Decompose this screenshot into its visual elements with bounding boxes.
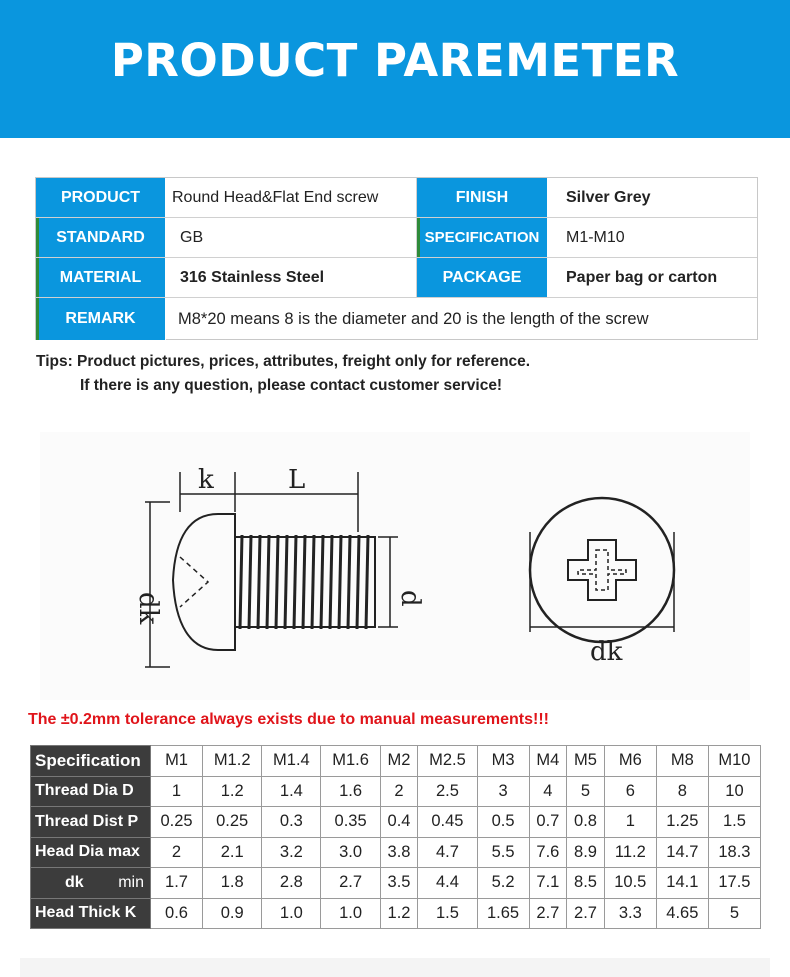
table-cell: 0.3 <box>262 807 321 838</box>
table-cell: 3.5 <box>380 868 418 899</box>
table-cell: 0.4 <box>380 807 418 838</box>
param-label: PACKAGE <box>417 258 548 297</box>
table-cell: 3.3 <box>604 898 656 929</box>
table-row <box>31 898 761 929</box>
table-cell: 5.5 <box>477 837 529 868</box>
table-cell: 10 <box>708 776 760 807</box>
table-row <box>31 776 761 807</box>
header-cell: M10 <box>708 746 760 777</box>
remark-label: REMARK <box>36 298 166 340</box>
table-cell: 5.2 <box>477 868 529 899</box>
title-banner <box>0 0 790 138</box>
header-cell: M1.2 <box>203 746 262 777</box>
dim-label-L: L <box>288 465 306 495</box>
row-label-min: min <box>118 873 144 891</box>
table-cell: 2.5 <box>418 776 477 807</box>
param-label: PRODUCT <box>36 178 166 217</box>
table-cell: 0.7 <box>529 807 567 838</box>
table-cell: 1.7 <box>151 868 203 899</box>
header-cell: M2.5 <box>418 746 477 777</box>
table-cell: 2.7 <box>567 898 605 929</box>
table-cell: 1.8 <box>203 868 262 899</box>
dim-label-k: k <box>198 465 214 495</box>
screw-technical-drawing <box>40 432 750 700</box>
param-label: FINISH <box>417 178 548 217</box>
table-cell: 0.6 <box>151 898 203 929</box>
remark-value: M8*20 means 8 is the diameter and 20 is the length of the screw <box>178 309 649 328</box>
table-header-row <box>31 746 761 777</box>
table-cell: 2 <box>380 776 418 807</box>
param-value: GB <box>166 218 417 257</box>
table-cell: 0.9 <box>203 898 262 929</box>
table-cell: 18.3 <box>708 837 760 868</box>
table-cell: 1.25 <box>656 807 708 838</box>
header-cell: M1.4 <box>262 746 321 777</box>
table-cell: 14.1 <box>656 868 708 899</box>
table-cell: 8 <box>656 776 708 807</box>
product-parameter-table <box>35 177 758 340</box>
param-row <box>36 178 757 218</box>
table-cell: 2 <box>151 837 203 868</box>
tips-line-1: Tips: Product pictures, prices, attributes, freight only for reference. <box>36 353 531 370</box>
table-cell: 1 <box>604 807 656 838</box>
table-cell: 4 <box>529 776 567 807</box>
footer-divider <box>20 958 770 977</box>
table-cell: 10.5 <box>604 868 656 899</box>
param-label: SPECIFICATION <box>417 218 548 257</box>
param-row <box>36 218 757 258</box>
header-cell: M5 <box>567 746 605 777</box>
row-label: Thread Dist P <box>31 807 151 838</box>
table-cell: 1.65 <box>477 898 529 929</box>
table-cell: 3.8 <box>380 837 418 868</box>
param-value: M1-M10 <box>566 228 625 246</box>
table-cell: 1.0 <box>321 898 380 929</box>
table-cell: 6 <box>604 776 656 807</box>
param-value: Paper bag or carton <box>566 268 718 286</box>
param-value: 316 Stainless Steel <box>166 258 417 297</box>
table-cell: 11.2 <box>604 837 656 868</box>
table-cell: 8.5 <box>567 868 605 899</box>
table-cell: 14.7 <box>656 837 708 868</box>
dim-label-dk-side: dk <box>133 592 163 625</box>
param-row <box>36 258 757 298</box>
param-value: Round Head&Flat End screw <box>166 178 417 217</box>
header-cell: M1.6 <box>321 746 380 777</box>
table-cell: 0.45 <box>418 807 477 838</box>
header-cell: M2 <box>380 746 418 777</box>
table-cell: 0.8 <box>567 807 605 838</box>
row-label: Head Thick K <box>31 898 151 929</box>
table-row <box>31 868 761 899</box>
row-label-dk: dk <box>65 873 84 891</box>
table-cell: 1.5 <box>708 807 760 838</box>
table-cell: 8.9 <box>567 837 605 868</box>
table-cell: 1.2 <box>380 898 418 929</box>
header-cell: Specification <box>31 746 151 777</box>
header-cell: M4 <box>529 746 567 777</box>
header-cell: M6 <box>604 746 656 777</box>
table-cell: 0.25 <box>203 807 262 838</box>
header-cell: M1 <box>151 746 203 777</box>
row-label: Thread Dia D <box>31 776 151 807</box>
table-cell: 7.6 <box>529 837 567 868</box>
row-label <box>31 868 151 899</box>
dim-label-dk-top: dk <box>590 637 623 667</box>
table-cell: 1.5 <box>418 898 477 929</box>
param-label: STANDARD <box>36 218 166 257</box>
header-cell: M8 <box>656 746 708 777</box>
table-cell: 1.4 <box>262 776 321 807</box>
param-value: Silver Grey <box>566 188 651 206</box>
param-label: MATERIAL <box>36 258 166 297</box>
row-label: Head Dia max <box>31 837 151 868</box>
table-cell: 4.7 <box>418 837 477 868</box>
table-cell: 0.25 <box>151 807 203 838</box>
table-row <box>31 807 761 838</box>
table-row <box>31 837 761 868</box>
table-cell: 1.2 <box>203 776 262 807</box>
tips-line-2: If there is any question, please contact customer service! <box>80 377 503 394</box>
table-cell: 1 <box>151 776 203 807</box>
table-cell: 7.1 <box>529 868 567 899</box>
table-cell: 2.7 <box>321 868 380 899</box>
table-cell: 0.5 <box>477 807 529 838</box>
table-cell: 5 <box>708 898 760 929</box>
table-cell: 4.4 <box>418 868 477 899</box>
tips-note <box>36 350 530 398</box>
table-cell: 1.0 <box>262 898 321 929</box>
table-cell: 2.7 <box>529 898 567 929</box>
table-cell: 4.65 <box>656 898 708 929</box>
table-cell: 2.1 <box>203 837 262 868</box>
dim-label-d: d <box>395 590 425 607</box>
table-cell: 17.5 <box>708 868 760 899</box>
table-cell: 1.6 <box>321 776 380 807</box>
header-cell: M3 <box>477 746 529 777</box>
table-cell: 3 <box>477 776 529 807</box>
param-row <box>36 298 757 340</box>
tolerance-warning: The ±0.2mm tolerance always exists due to manual measurements!!! <box>28 711 549 728</box>
table-cell: 0.35 <box>321 807 380 838</box>
page-title: PRODUCT PAREMETER <box>110 34 680 87</box>
table-cell: 3.2 <box>262 837 321 868</box>
specification-table <box>30 745 761 929</box>
table-cell: 2.8 <box>262 868 321 899</box>
table-cell: 5 <box>567 776 605 807</box>
table-cell: 3.0 <box>321 837 380 868</box>
